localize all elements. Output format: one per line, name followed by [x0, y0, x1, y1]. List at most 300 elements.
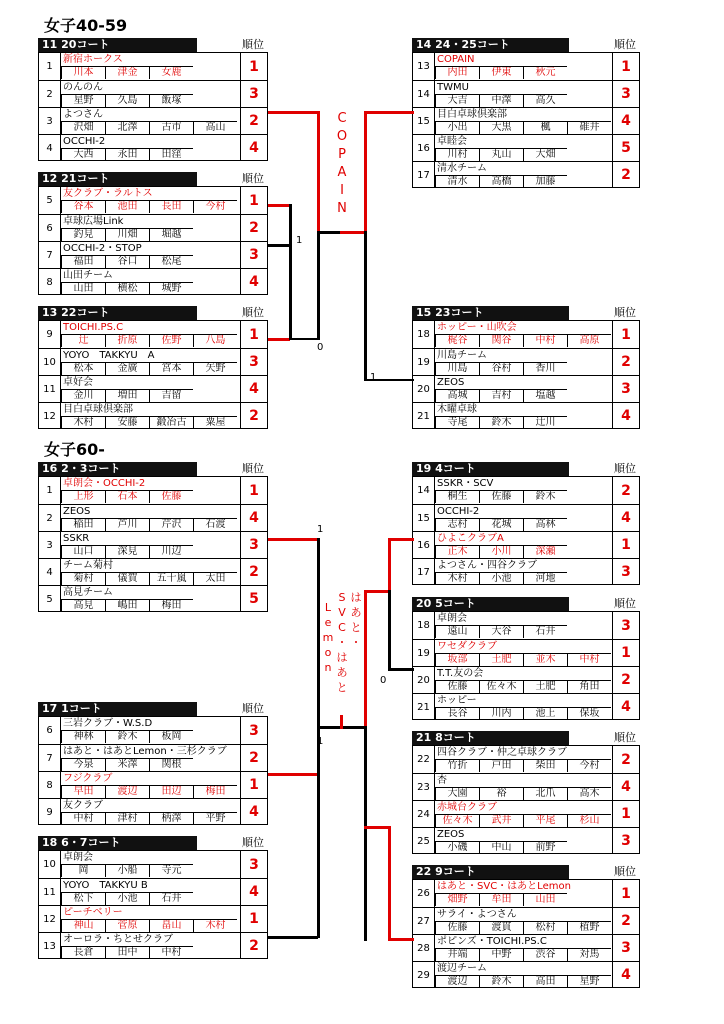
player-name: 大黒 [479, 121, 523, 134]
team-number: 19 [413, 349, 435, 375]
team-row [413, 558, 639, 585]
player-name: 並木 [523, 653, 567, 666]
player-list [61, 730, 193, 743]
player-name: 嶋田 [105, 599, 149, 612]
rank-value: 2 [612, 477, 639, 504]
team-number: 15 [413, 505, 435, 531]
player-name: 神山 [61, 919, 105, 932]
player-name: 折原 [105, 334, 149, 347]
rank-value: 2 [240, 215, 267, 241]
team-number: 6 [39, 215, 61, 241]
player-name: 香川 [523, 362, 567, 375]
player-name: 大園 [435, 787, 479, 800]
player-name: 芦川 [105, 518, 149, 531]
team-name: チーム菊村 [63, 560, 113, 571]
player-list [435, 707, 611, 720]
group-3 [38, 306, 268, 428]
team-row [413, 504, 639, 531]
player-name: 福田 [61, 255, 105, 268]
player-name: 米澤 [105, 758, 149, 771]
team-row [39, 477, 267, 504]
rank-header: 順位 [614, 731, 636, 744]
score-5: 0 [380, 675, 387, 686]
player-name: 碓井 [567, 121, 611, 134]
team-name: 目白卓球倶楽部 [437, 109, 507, 120]
player-name: 秋元 [523, 66, 567, 79]
rank-header: 順位 [614, 865, 636, 878]
player-name: 北澤 [105, 121, 149, 134]
team-row [39, 321, 267, 348]
group-table [38, 850, 268, 959]
team-row [39, 402, 267, 429]
group-9 [412, 462, 640, 584]
court-header: 16 2・3コート [38, 462, 197, 476]
player-name: 高城 [435, 389, 479, 402]
rank-value: 1 [612, 880, 639, 907]
team-row [39, 932, 267, 959]
player-name: 太田 [193, 572, 237, 585]
player-name: 大西 [61, 148, 105, 161]
team-number: 29 [413, 962, 435, 988]
team-name: 卓朗会 [437, 613, 467, 624]
player-name: 梶谷 [435, 334, 479, 347]
player-name: 大吉 [435, 94, 479, 107]
player-name: 佐藤 [149, 490, 193, 503]
rank-value: 4 [240, 376, 267, 402]
player-list [61, 785, 237, 798]
team-name: COPAIN [437, 54, 475, 65]
team-number: 17 [413, 162, 435, 188]
rank-value: 3 [240, 532, 267, 558]
rank-value: 1 [240, 321, 267, 348]
team-name: ピーチベリー [63, 907, 123, 918]
team-name: ワセダクラブ [437, 641, 497, 652]
player-name: 井端 [435, 948, 479, 961]
champion-40-59: C O P A I N [336, 111, 348, 216]
rank-value: 2 [612, 667, 639, 693]
player-name: 高橋 [479, 175, 523, 188]
player-name: 神林 [61, 730, 105, 743]
player-name: 杉山 [567, 814, 611, 827]
player-name: 渡辺 [435, 975, 479, 988]
player-name: 角田 [567, 680, 611, 693]
player-name: 佐藤 [435, 921, 479, 934]
team-row [413, 134, 639, 161]
player-name: 板岡 [149, 730, 193, 743]
team-number: 18 [413, 612, 435, 639]
player-name: 畑野 [435, 893, 479, 906]
team-name: 木曜卓球 [437, 404, 477, 415]
player-name: 池田 [105, 200, 149, 213]
player-list [435, 948, 611, 961]
rank-value: 5 [240, 586, 267, 612]
group-6 [38, 462, 268, 611]
group-5 [412, 306, 640, 428]
player-name: 寺元 [149, 864, 193, 877]
player-name: 牟田 [479, 893, 523, 906]
team-row [39, 878, 267, 905]
player-name: 北爪 [523, 787, 567, 800]
team-name: ホッピー [437, 695, 477, 706]
rank-value: 1 [612, 801, 639, 827]
team-number: 12 [39, 906, 61, 932]
score-3: 1 [370, 372, 377, 383]
rank-header: 順位 [242, 836, 264, 849]
team-name: 三岩クラブ・W.S.D [63, 718, 153, 729]
group-4 [412, 38, 640, 187]
player-name: 小池 [105, 892, 149, 905]
player-name: 今泉 [61, 758, 105, 771]
team-row [413, 531, 639, 558]
rank-value: 3 [240, 81, 267, 107]
player-name: 石本 [105, 490, 149, 503]
team-name: 川島チーム [437, 350, 487, 361]
team-name: 目白卓球倶楽部 [63, 404, 133, 415]
player-list [61, 892, 193, 905]
player-name: 永田 [105, 148, 149, 161]
team-number: 21 [413, 694, 435, 720]
player-name: 山口 [61, 545, 105, 558]
player-name: 加藤 [523, 175, 567, 188]
champion-60-col3: L e m o n [322, 601, 334, 674]
player-list [435, 334, 611, 347]
group-1 [38, 38, 268, 160]
team-name: ホッピー・山吹会 [437, 322, 517, 333]
player-name: 梅田 [193, 785, 237, 798]
player-name: 高山 [193, 121, 237, 134]
player-list [435, 893, 567, 906]
player-name: 吉留 [149, 389, 193, 402]
team-name: ひよこクラブA [437, 533, 504, 544]
team-name: 清水チーム [437, 163, 487, 174]
player-name: 木村 [435, 572, 479, 585]
player-list [61, 94, 193, 107]
court-header: 21 8コート [412, 731, 569, 745]
team-row [413, 907, 639, 934]
team-row [39, 134, 267, 161]
player-name: 柄澤 [149, 812, 193, 825]
rank-value: 5 [612, 135, 639, 161]
team-name: 赤城台クラブ [437, 802, 497, 813]
player-name: 芹沢 [149, 518, 193, 531]
player-name: 清水 [435, 175, 479, 188]
team-row [39, 905, 267, 932]
player-name: 中澤 [479, 94, 523, 107]
player-name: 沢畑 [61, 121, 105, 134]
player-name: 丸山 [479, 148, 523, 161]
player-list [435, 362, 567, 375]
player-name: 田窪 [149, 148, 193, 161]
group-table [412, 879, 640, 988]
team-row [39, 717, 267, 744]
team-number: 1 [39, 477, 61, 504]
rank-value: 2 [240, 559, 267, 585]
rank-value: 1 [612, 640, 639, 666]
court-header: 12 21コート [38, 172, 197, 186]
team-row [413, 348, 639, 375]
rank-value: 3 [240, 242, 267, 268]
team-row [413, 773, 639, 800]
rank-value: 3 [240, 349, 267, 375]
player-name: 鈴木 [523, 490, 567, 503]
player-list [61, 416, 237, 429]
rank-value: 4 [612, 108, 639, 134]
player-name: 高原 [567, 334, 611, 347]
team-number: 11 [39, 376, 61, 402]
player-name: 石井 [149, 892, 193, 905]
player-name: 八島 [193, 334, 237, 347]
player-name: 木村 [61, 416, 105, 429]
team-number: 2 [39, 81, 61, 107]
team-name: 卓睦会 [437, 136, 467, 147]
player-name: 坂部 [435, 653, 479, 666]
team-number: 26 [413, 880, 435, 907]
score-4: 1 [317, 524, 324, 535]
player-name: 鈴木 [479, 975, 523, 988]
player-name: 中野 [479, 948, 523, 961]
player-name: 儀賀 [105, 572, 149, 585]
player-name: 平野 [193, 812, 237, 825]
team-name: 四谷クラブ・仲之卓球クラブ [437, 747, 567, 758]
player-name: 塩越 [523, 389, 567, 402]
team-row [39, 187, 267, 214]
player-name: 桐生 [435, 490, 479, 503]
player-list [435, 148, 567, 161]
team-number: 20 [413, 667, 435, 693]
player-name: 佐藤 [479, 490, 523, 503]
group-8 [38, 836, 268, 958]
player-name: 前野 [523, 841, 567, 854]
player-name: 小磯 [435, 841, 479, 854]
team-number: 10 [39, 851, 61, 878]
player-name: 増田 [105, 389, 149, 402]
team-row [413, 107, 639, 134]
rank-header: 順位 [242, 38, 264, 51]
player-list [435, 389, 567, 402]
player-name: 川内 [479, 707, 523, 720]
player-list [435, 759, 611, 772]
player-name: 菅原 [105, 919, 149, 932]
player-name: 伊東 [479, 66, 523, 79]
rank-value: 4 [612, 403, 639, 429]
team-name: はあと・はあとLemon・三杉クラブ [63, 746, 227, 757]
player-name: 竹折 [435, 759, 479, 772]
rank-value: 4 [612, 774, 639, 800]
player-name: 鈴木 [105, 730, 149, 743]
player-list [435, 518, 567, 531]
rank-value: 2 [240, 933, 267, 959]
player-name: 堀越 [149, 228, 193, 241]
player-name: 谷本 [61, 200, 105, 213]
team-name: 卓朗会 [63, 852, 93, 863]
player-name: 戸田 [479, 759, 523, 772]
rank-value: 2 [240, 745, 267, 771]
player-name: 高林 [523, 518, 567, 531]
player-list [435, 841, 567, 854]
player-name: 鈴木 [479, 416, 523, 429]
player-name: 石井 [523, 625, 567, 638]
player-name: 久島 [105, 94, 149, 107]
team-row [413, 402, 639, 429]
group-table [412, 611, 640, 720]
player-name: 中村 [61, 812, 105, 825]
team-number: 6 [39, 717, 61, 744]
rank-value: 4 [240, 505, 267, 531]
team-number: 27 [413, 908, 435, 934]
rank-value: 2 [240, 108, 267, 134]
player-name: 稲田 [61, 518, 105, 531]
player-name: 辻川 [523, 416, 567, 429]
player-name: 渋谷 [523, 948, 567, 961]
team-row [39, 558, 267, 585]
court-header: 15 23コート [412, 306, 569, 320]
rank-value: 2 [612, 349, 639, 375]
player-list [61, 518, 237, 531]
team-name: OCCHI-2・STOP [63, 243, 142, 254]
team-name: はあと・SVC・はあとLemon [437, 881, 571, 892]
team-name: 高見チーム [63, 587, 113, 598]
player-name: 松村 [523, 921, 567, 934]
score-2: 0 [317, 342, 324, 353]
team-name: よつさん・四谷クラブ [437, 560, 537, 571]
player-name: 小池 [479, 572, 523, 585]
player-list [61, 812, 237, 825]
player-name: 大谷 [479, 625, 523, 638]
team-row [39, 241, 267, 268]
team-row [413, 80, 639, 107]
player-name: 松尾 [149, 255, 193, 268]
player-name: 矢野 [193, 362, 237, 375]
team-row [413, 827, 639, 854]
team-row [39, 107, 267, 134]
rank-value: 1 [240, 906, 267, 932]
rank-value: 4 [612, 962, 639, 988]
player-name: 中村 [523, 334, 567, 347]
rank-value: 2 [240, 403, 267, 429]
player-name: 高見 [61, 599, 105, 612]
team-name: 渡辺チーム [437, 963, 487, 974]
player-name: 土肥 [523, 680, 567, 693]
player-name: 松本 [61, 362, 105, 375]
player-name: 津村 [105, 812, 149, 825]
player-name: 川島 [435, 362, 479, 375]
team-row [39, 348, 267, 375]
player-name: 宮本 [149, 362, 193, 375]
team-name: 杏 [437, 775, 447, 786]
player-name: 保坂 [567, 707, 611, 720]
player-list [435, 94, 567, 107]
player-name: 吉村 [479, 389, 523, 402]
team-row [413, 961, 639, 988]
team-name: 友クラブ [63, 800, 103, 811]
team-number: 25 [413, 828, 435, 854]
player-name: 畠山 [149, 919, 193, 932]
team-number: 18 [413, 321, 435, 348]
player-name: 田中 [105, 946, 149, 959]
player-name: 長田 [149, 200, 193, 213]
player-name: 佐野 [149, 334, 193, 347]
section-title-2: 女子60- [44, 440, 105, 459]
player-list [435, 416, 567, 429]
player-name: 谷口 [105, 255, 149, 268]
team-row [413, 612, 639, 639]
rank-value: 3 [612, 828, 639, 854]
rank-value: 1 [612, 53, 639, 80]
team-name: OCCHI-2 [437, 506, 480, 517]
player-name: 武井 [479, 814, 523, 827]
team-number: 9 [39, 799, 61, 825]
player-list [435, 66, 567, 79]
player-name: 佐藤 [435, 680, 479, 693]
player-name: 小川 [479, 545, 523, 558]
player-name: 今村 [193, 200, 237, 213]
player-name: 土肥 [479, 653, 523, 666]
rank-value: 4 [240, 799, 267, 825]
rank-value: 3 [612, 559, 639, 585]
player-list [61, 758, 193, 771]
rank-value: 4 [240, 879, 267, 905]
player-name: 志村 [435, 518, 479, 531]
player-name: 内田 [435, 66, 479, 79]
team-row [413, 477, 639, 504]
player-list [61, 255, 193, 268]
rank-value: 4 [240, 135, 267, 161]
rank-value: 3 [240, 717, 267, 744]
team-row [39, 504, 267, 531]
player-name: 高久 [523, 94, 567, 107]
rank-value: 2 [612, 162, 639, 188]
team-number: 24 [413, 801, 435, 827]
player-list [435, 921, 611, 934]
team-row [413, 934, 639, 961]
player-list [435, 680, 611, 693]
group-table [412, 320, 640, 429]
player-name: 山田 [61, 282, 105, 295]
player-name: 関根 [149, 758, 193, 771]
group-2 [38, 172, 268, 294]
player-list [61, 946, 193, 959]
team-name: ZEOS [63, 506, 91, 517]
team-row [413, 53, 639, 80]
player-name: 中山 [479, 841, 523, 854]
team-number: 12 [39, 403, 61, 429]
rank-value: 1 [240, 772, 267, 798]
player-list [61, 545, 193, 558]
court-header: 18 6・7コート [38, 836, 197, 850]
rank-header: 順位 [614, 462, 636, 475]
player-list [435, 975, 611, 988]
team-row [413, 880, 639, 907]
rank-value: 1 [240, 187, 267, 214]
team-name: 新宿ホークス [63, 54, 123, 65]
team-row [39, 771, 267, 798]
player-name: 山田 [523, 893, 567, 906]
player-list [61, 148, 193, 161]
group-12 [412, 865, 640, 987]
rank-header: 順位 [614, 38, 636, 51]
court-header: 14 24・25コート [412, 38, 569, 52]
group-table [38, 716, 268, 825]
player-list [435, 175, 567, 188]
player-name: 渡貫 [479, 921, 523, 934]
rank-value: 4 [612, 694, 639, 720]
score-1: 1 [296, 235, 303, 246]
team-number: 4 [39, 559, 61, 585]
player-name: 小船 [105, 864, 149, 877]
team-row [413, 639, 639, 666]
player-name: 金廣 [105, 362, 149, 375]
rank-header: 順位 [242, 172, 264, 185]
